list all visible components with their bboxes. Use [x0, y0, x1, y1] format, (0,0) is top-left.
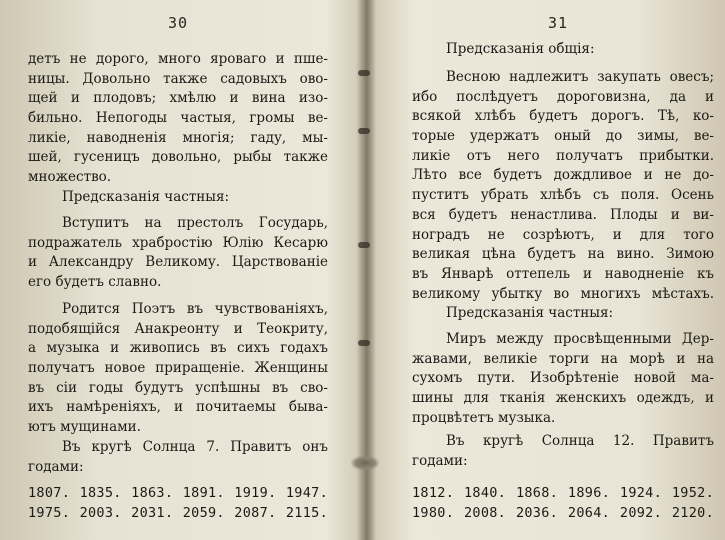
text-line: пуститъ убрать хлѣбъ съ поля. Осень: [412, 187, 714, 204]
left-paragraph-2: [28, 300, 328, 438]
text-line: бильно. Непогоды частыя, громы ве-: [28, 110, 328, 127]
right-heading-particular: [412, 304, 714, 324]
text-line: и Александру Великому. Царствованіе: [28, 254, 328, 271]
left-circle-paragraph: [28, 438, 328, 477]
text-line: годами:: [28, 458, 84, 475]
text-line: всякой хлѣбъ будетъ дорогъ. Тѣ, ко-: [412, 108, 714, 125]
text-line: Лѣто все будетъ дождливое и не до-: [412, 167, 714, 184]
text-line: а музыка и живопись въ сихъ годахъ: [28, 340, 328, 357]
text-line: подражатель храбростію Юлію Кесарю: [28, 234, 328, 251]
years-line: 1807. 1835. 1863. 1891. 1919. 1947.: [28, 485, 328, 501]
text-line: ликіе отъ него получатъ прибытки.: [412, 147, 714, 164]
years-line: 1980. 2008. 2036. 2064. 2092. 2120.: [412, 504, 714, 521]
text-line: ницы. Довольно также садовыхъ ово-: [28, 70, 328, 87]
left-top-paragraph: [28, 50, 328, 188]
text-line: детъ не дорого, много яроваго и пше-: [28, 51, 328, 67]
text-line: въ сіи годы будутъ успѣшны въ сво-: [28, 379, 328, 396]
text-line: множество.: [28, 169, 112, 186]
right-years-list: [412, 484, 714, 523]
right-particular-paragraph: [412, 330, 714, 428]
section-heading: Предсказанія частныя:: [62, 189, 230, 205]
text-line: сухомъ пути. Изобрѣтеніе новой ма-: [412, 370, 714, 387]
left-paragraph-1: [28, 214, 328, 293]
text-line: процвѣтетъ музыка.: [412, 409, 556, 426]
text-line: ютъ мущинами.: [28, 419, 141, 436]
text-line: торые удержатъ оный до зимы, ве-: [412, 128, 714, 145]
text-line: годами:: [412, 452, 468, 469]
text-line: великая цѣна будетъ на вино. Зимою: [412, 246, 714, 263]
text-line: Въ кругѣ Солнца 7. Правитъ онъ: [62, 439, 328, 455]
text-line: ноградъ не созрѣютъ, и для того: [412, 226, 714, 243]
text-line: Въ кругѣ Солнца 12. Правитъ: [446, 433, 714, 449]
text-line: ихъ намѣреніяхъ, и почитаемы быва-: [28, 399, 328, 416]
text-line: Родится Поэтъ въ чувствованіяхъ,: [62, 301, 328, 317]
text-line: жавами, великіе торги на морѣ и на: [412, 350, 714, 367]
left-heading: [28, 188, 328, 208]
text-line: подобящійся Анакреонту и Теокриту,: [28, 320, 328, 337]
right-page: [372, 0, 725, 540]
text-line: шины для тканія женскихъ одеждъ, и: [412, 390, 714, 407]
text-line: въ Январѣ оттепель и наводненіе къ: [412, 265, 714, 282]
page-number: 30: [168, 14, 189, 32]
text-line: вся будетъ ненастлива. Плоды и ви-: [412, 206, 714, 223]
text-line: Вступитъ на престолъ Государь,: [62, 215, 328, 231]
years-line: 1975. 2003. 2031. 2059. 2087. 2115.: [28, 504, 328, 521]
page-number: 31: [548, 14, 569, 32]
text-line: Миръ между просвѣщенными Дер-: [446, 331, 714, 347]
text-line: ликіе, наводненія многія; гаду, мы-: [28, 129, 328, 146]
years-line: 1812. 1840. 1868. 1896. 1924. 1952.: [412, 485, 714, 501]
text-line: щей и плодовъ; хмѣлю и вина изо-: [28, 90, 328, 107]
text-line: ибо послѣдуетъ дороговизна, да и: [412, 88, 714, 105]
right-circle-paragraph: [412, 432, 714, 471]
text-line: его будетъ славно.: [28, 274, 162, 291]
section-heading: Предсказанія общія:: [446, 41, 595, 57]
text-line: шей, гусеницъ довольно, рыбы также: [28, 149, 328, 166]
left-years-list: [28, 484, 328, 523]
section-heading: Предсказанія частныя:: [446, 305, 614, 321]
right-heading-general: [412, 40, 714, 60]
text-line: великому убытку во многихъ мѣстахъ.: [412, 285, 714, 302]
right-general-paragraph: [412, 68, 714, 304]
text-line: Весною надлежитъ закупать овесъ;: [446, 69, 714, 85]
text-line: получатъ новое приращеніе. Женщины: [28, 360, 328, 377]
